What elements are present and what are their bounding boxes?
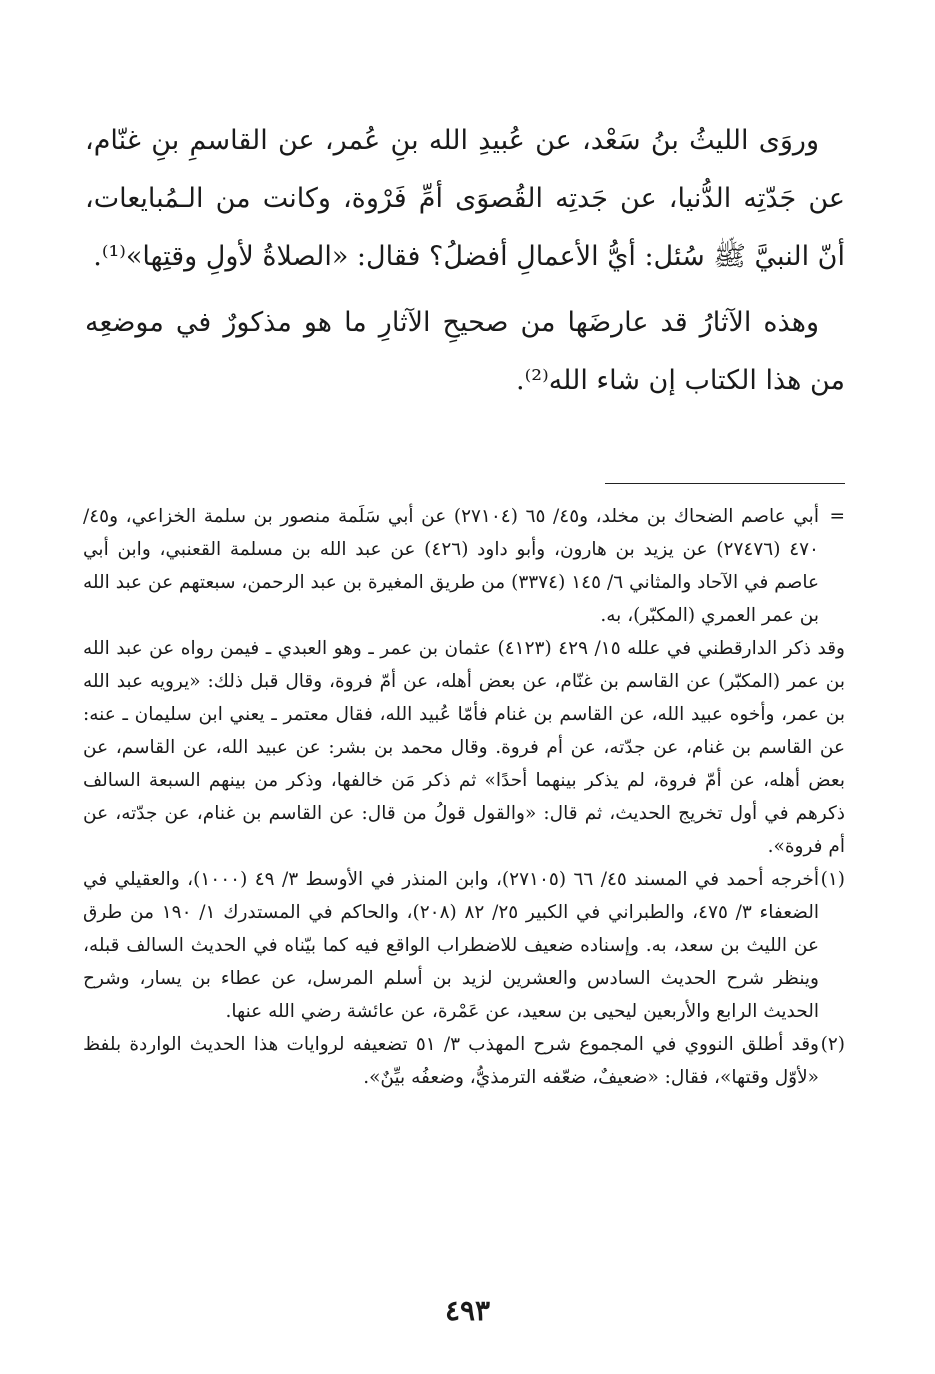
footnote-continuation-1-text: أبي عاصم الضحاك بن مخلد، و٤٥/ ٦٥ (٢٧١٠٤) عن أبي سَلَمة منصور بن سلمة الخزاعي، و٤٥/ ٤٧٠ (٢٧٤٧٦) عن يزيد بن هارون، وأبو داود (٤٢٦) عن عبد الله بن مسلمة القعنبي، وابن أبي عاصم في الآحاد والمثاني ٦/ ١٤٥ (٣٣٧٤) من طريق المغيرة بن عبد الرحمن، سبعتهم عن عبد الله بن عمر العمري (المكبّر)، به. [83,506,820,626]
main-text [85,112,845,410]
footnote-2-mark: (٢) [820,1034,845,1055]
footnote-1-mark: (١) [820,869,845,890]
footnote-2-text: وقد أطلق النووي في المجموع شرح المهذب ٣/ ٥١ تضعيفه لروايات هذا الحديث الواردة بلفظ «لأوّل وقتها»، فقال: «ضعيفٌ، ضعّفه الترمذيُّ، وضعفُه بيِّنٌ». [83,1034,819,1088]
footnote-continuation-1 [83,500,845,632]
footnote-separator [605,483,845,484]
footnote-2 [83,1028,845,1094]
footnote-1 [83,863,845,1028]
footnote-continuation-2: وقد ذكر الدارقطني في علله ١٥/ ٤٢٩ (٤١٢٣) عثمان بن عمر ـ وهو العبدي ـ فيمن رواه عن عبد الله بن عمر (المكبّر) عن القاسم بن غنّام، عن بعض أهله، عن أمّ فروة، وقال قبل ذلك: «يرويه عبد الله بن عمر، وأخوه عبيد الله، عن القاسم بن غنام فأمّا عُبيد الله، فقال معتمر ـ يعني ابن سليمان ـ عنه: عن القاسم بن غنام، عن جدّته، عن أم فروة. وقال محمد بن بشر: عن عبيد الله، عن القاسم، عن بعض أهله، عن أمّ فروة، لم يذكر بينهما أحدًا» ثم ذكر مَن خالفها، وذكر من بينهم السبعة السالف ذكرهم في أول تخريج الحديث، ثم قال: «والقول قولُ من قال: عن القاسم بن غنام، عن جدّته، عن أم فروة». [83,638,845,857]
footnotes [83,500,845,1094]
body-paragraph-1: وروَى الليثُ بنُ سَعْد، عن عُبيدِ الله بنِ عُمر، عن القاسمِ بنِ غنّام، عن جَدّتِه الدُّنيا، عن جَدتِه القُصوَى أمِّ فَرْوة، وكانت من الـمُبايعات، أنّ النبيَّ ﷺ سُئل: أيُّ الأعمالِ أفضلُ؟ فقال: «الصلاةُ لأولِ وقتِها»⁽¹⁾. [85,125,845,272]
page-number: ٤٩٣ [444,1294,491,1327]
continuation-mark: = [829,506,845,527]
footnote-1-text: أخرجه أحمد في المسند ٤٥/ ٦٦ (٢٧١٠٥)، وابن المنذر في الأوسط ٣/ ٤٩ (١٠٠٠)، والعقيلي في الضعفاء ٣/ ٤٧٥، والطبراني في الكبير ٢٥/ ٨٢ (٢٠٨)، والحاكم في المستدرك ١/ ١٩٠ من طرق عن الليث بن سعد، به. وإسناده ضعيف للاضطراب الواقع فيه كما بيّناه في الحديث السالف قبله، وينظر شرح الحديث السادس والعشرين لزيد بن أسلم المرسل، عن عطاء بن يسار، وشرح الحديث الرابع والأربعين ليحيى بن سعيد، عن عَمْرة، عن عائشة رضي الله عنها. [83,869,819,1022]
body-paragraph-2: وهذه الآثارُ قد عارضَها من صحيحِ الآثارِ ما هو مذكورٌ في موضعِه من هذا الكتاب إن شاء الله⁽²⁾. [85,307,845,396]
